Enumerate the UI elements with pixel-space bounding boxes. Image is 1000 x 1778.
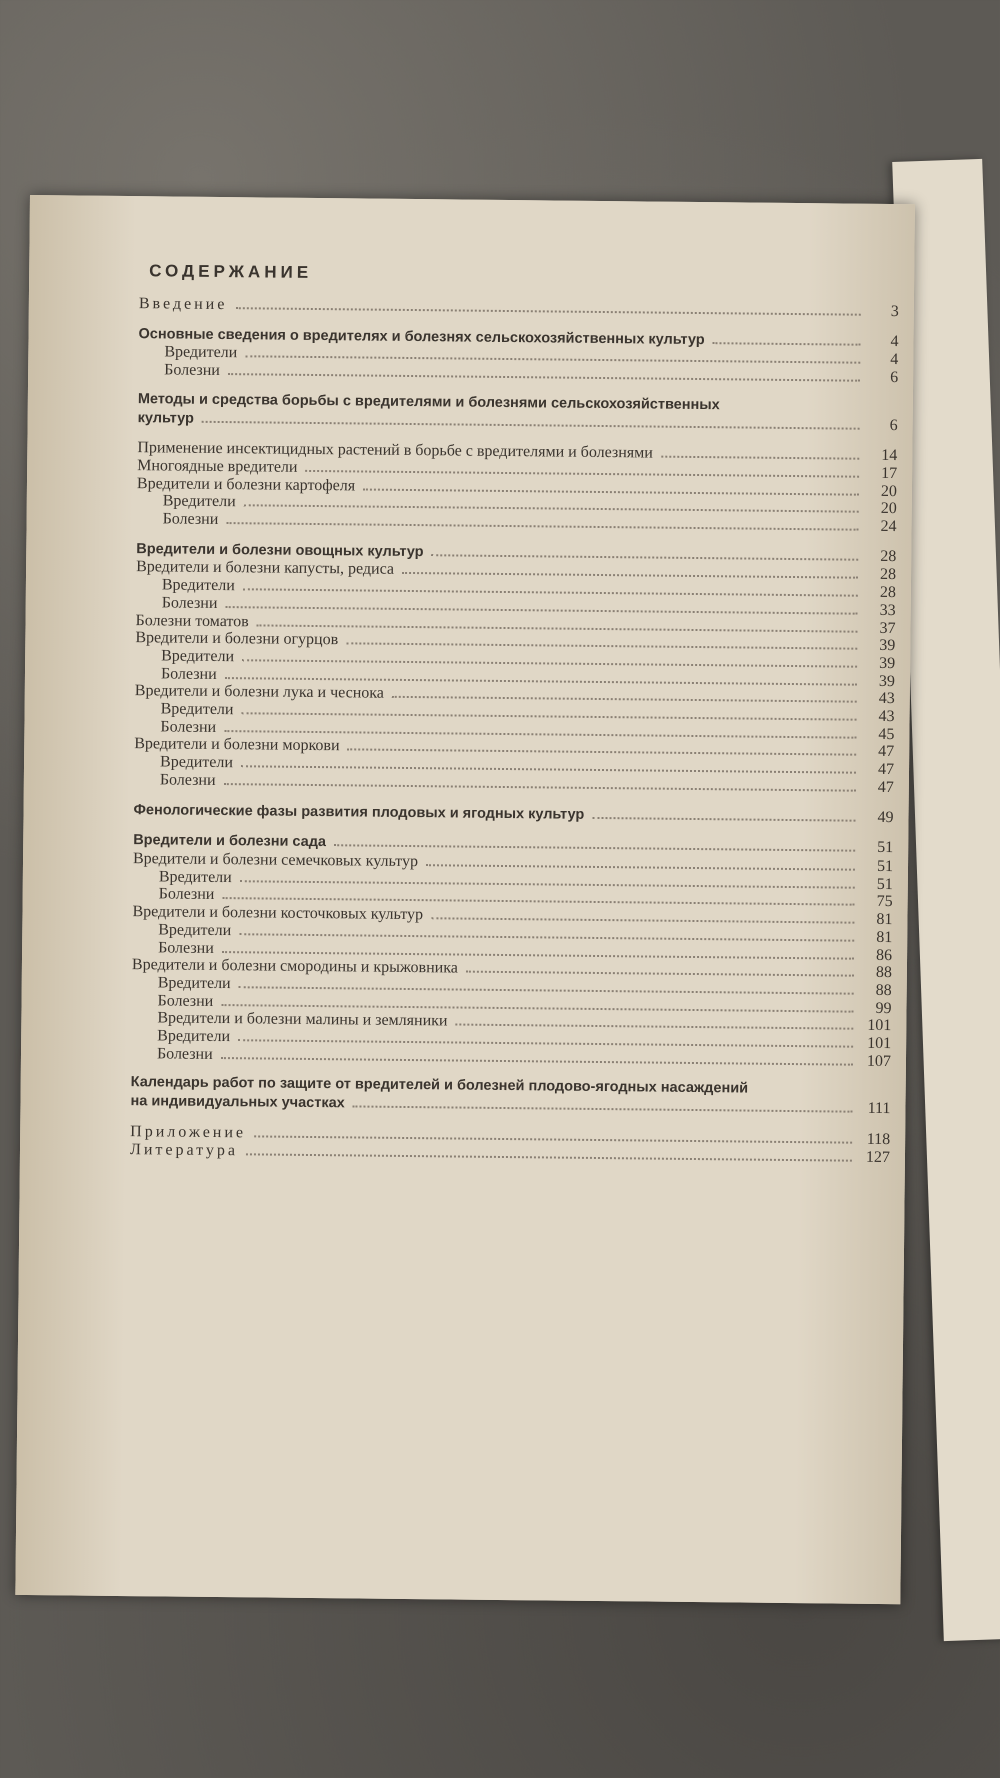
toc-entry-title: Болезни: [159, 771, 216, 789]
toc-entry: [133, 801, 893, 828]
toc-entry-title: Методы и средства борьбы с вредителями и болезнями сельскохозяйственных: [137, 390, 720, 414]
toc-leader-dots: [228, 373, 860, 382]
toc-entry-title: Применение инсектицидных растений в борьбе с вредителями и болезнями: [137, 439, 653, 462]
toc-entry-page: 20: [880, 482, 898, 500]
toc-entry-title: Фенологические фазы развития плодовых и ягодных культур: [133, 801, 585, 823]
toc-entry-title: Болезни: [164, 361, 220, 380]
toc-entry-page: 28: [879, 566, 897, 584]
toc-entry-page: 37: [879, 619, 896, 637]
toc-entry-title: Вредители: [157, 1027, 231, 1046]
toc-entry-title: Вредители и болезни огурцов: [135, 629, 339, 649]
toc-entry-title: Вредители: [161, 576, 235, 595]
toc-entry-page: 75: [876, 893, 893, 911]
toc-entry-page: 88: [875, 964, 892, 982]
toc-entry-title: Календарь работ по защите от вредителей и болезней плодово-ягодных насаждений: [130, 1074, 749, 1097]
toc-entry-page: 4: [890, 351, 899, 369]
toc-entry-page: 3: [890, 303, 899, 321]
toc-leader-dots: [202, 420, 860, 429]
toc-entry-page: 6: [890, 369, 899, 387]
toc-entry-page: 118: [866, 1130, 891, 1148]
toc-leader-dots: [224, 783, 856, 792]
toc-entry-page: 14: [881, 447, 898, 465]
toc-entry-title: Вредители и болезни картофеля: [136, 474, 356, 495]
toc-entry-page: 107: [866, 1052, 892, 1070]
toc-leader-dots: [431, 917, 854, 923]
toc-entry-title-continued: на индивидуальных участках: [130, 1093, 345, 1112]
toc-entry-title: Приложение: [130, 1122, 247, 1142]
toc-entry-page: 24: [880, 517, 897, 536]
toc-leader-dots: [221, 1057, 853, 1066]
toc-entry-page: 127: [865, 1148, 891, 1166]
toc-leader-dots: [455, 1024, 853, 1030]
toc-leader-dots: [402, 572, 858, 579]
toc-entry-title: Многоядные вредители: [137, 457, 298, 476]
toc-entry-title: Вредители и болезни малины и земляники: [157, 1009, 448, 1030]
toc-entry-title: Болезни томатов: [135, 611, 249, 630]
toc-leader-dots: [226, 522, 858, 531]
toc-entry-title: Вредители: [162, 492, 236, 511]
toc-leader-dots: [432, 554, 859, 560]
toc-leader-dots: [592, 817, 855, 822]
toc-entry-title: Болезни: [158, 885, 215, 904]
toc-entry-title: Литература: [129, 1140, 239, 1159]
toc-entry-title: Болезни: [158, 938, 214, 957]
toc-entry-title: Введение: [138, 295, 228, 314]
toc-entry-title: Болезни: [160, 718, 217, 736]
toc-entry-page: 39: [879, 654, 896, 673]
toc-entry-page: 51: [876, 857, 894, 876]
toc-entry-page: 51: [877, 839, 894, 857]
toc-entry-page: 28: [879, 584, 896, 602]
toc-entry-page: 43: [878, 707, 895, 726]
toc-entry-title: Вредители: [161, 647, 235, 666]
toc-entry-title: Вредители: [160, 700, 234, 719]
toc-entry-page: 33: [879, 601, 896, 619]
toc-entry-page: 45: [878, 725, 895, 743]
toc-entry-title: Болезни: [157, 991, 214, 1010]
toc-entry-page: 81: [876, 928, 893, 946]
toc-entry-title: Болезни: [162, 510, 219, 529]
toc-entry-page: 101: [867, 1017, 892, 1035]
toc-heading: СОДЕРЖАНИЕ: [149, 261, 313, 282]
toc-entry-title: Болезни: [156, 1045, 213, 1063]
toc-entry-title: Основные сведения о вредителях и болезнях сельскохозяйственных культур: [138, 325, 705, 348]
toc-entry-title: Вредители: [159, 753, 234, 772]
toc-entry: [138, 391, 898, 435]
toc-entry-title-continued: культур: [137, 409, 194, 427]
toc-leader-dots: [713, 342, 861, 346]
table-of-contents: [130, 261, 899, 1166]
toc-entry-page: 47: [877, 778, 894, 796]
toc-leader-dots: [334, 845, 855, 852]
toc-entry-page: 99: [875, 999, 892, 1017]
toc-leader-dots: [348, 749, 857, 756]
toc-entry-title: Вредители и болезни семечковых культур: [132, 850, 419, 871]
toc-entry-title: Вредители и болезни смородины и крыжовника: [131, 956, 458, 977]
toc-leader-dots: [346, 643, 857, 650]
book-page: [15, 195, 915, 1604]
toc-entry-title: Вредители и болезни моркови: [134, 735, 340, 755]
toc-leader-dots: [661, 456, 859, 460]
toc-leader-dots: [363, 488, 859, 495]
toc-entry-title: Вредители: [164, 343, 238, 362]
toc-entry-title: Вредители и болезни лука и чеснока: [134, 682, 385, 703]
toc-entry-title: Вредители и болезни сада: [133, 832, 327, 851]
toc-entry-page: 43: [878, 690, 895, 708]
toc-entry-page: 39: [879, 637, 896, 655]
toc-entries: [130, 295, 899, 1166]
toc-leader-dots: [235, 307, 860, 316]
toc-entry-title: Вредители: [157, 974, 231, 993]
toc-entry-page: 6: [889, 416, 898, 434]
toc-entry: [139, 295, 899, 321]
toc-entry-title: Вредители и болезни косточковых культур: [132, 903, 424, 924]
toc-entry-title: Вредители: [158, 868, 232, 886]
toc-entry-title: Болезни: [160, 665, 217, 683]
toc-entry-title: Вредители: [158, 921, 232, 939]
toc-entry-page: 47: [877, 761, 895, 779]
toc-entry-page: 81: [876, 910, 893, 929]
toc-entry-title: Болезни: [161, 594, 218, 612]
toc-entry-page: 111: [867, 1099, 891, 1118]
toc-entry-page: 28: [880, 547, 897, 565]
toc-entry-page: 51: [876, 875, 893, 893]
toc-entry-page: 47: [878, 743, 895, 761]
toc-entry-page: 39: [878, 672, 896, 690]
toc-entry-title: Вредители и болезни овощных культур: [136, 540, 424, 560]
toc-entry-page: 20: [880, 500, 897, 518]
toc-leader-dots: [466, 971, 854, 977]
toc-leader-dots: [246, 1153, 852, 1161]
toc-entry-page: 17: [881, 464, 898, 483]
toc-entry-page: 88: [875, 981, 892, 999]
toc-leader-dots: [426, 864, 855, 870]
toc-leader-dots: [392, 696, 857, 703]
toc-entry-page: 86: [875, 946, 893, 964]
toc-entry-page: 49: [877, 808, 894, 826]
toc-entry: [130, 1075, 890, 1119]
toc-entry-title: Вредители и болезни капусты, редиса: [136, 558, 395, 579]
toc-leader-dots: [353, 1106, 853, 1113]
toc-entry-page: 4: [890, 332, 899, 350]
toc-entry-page: 101: [867, 1034, 892, 1053]
